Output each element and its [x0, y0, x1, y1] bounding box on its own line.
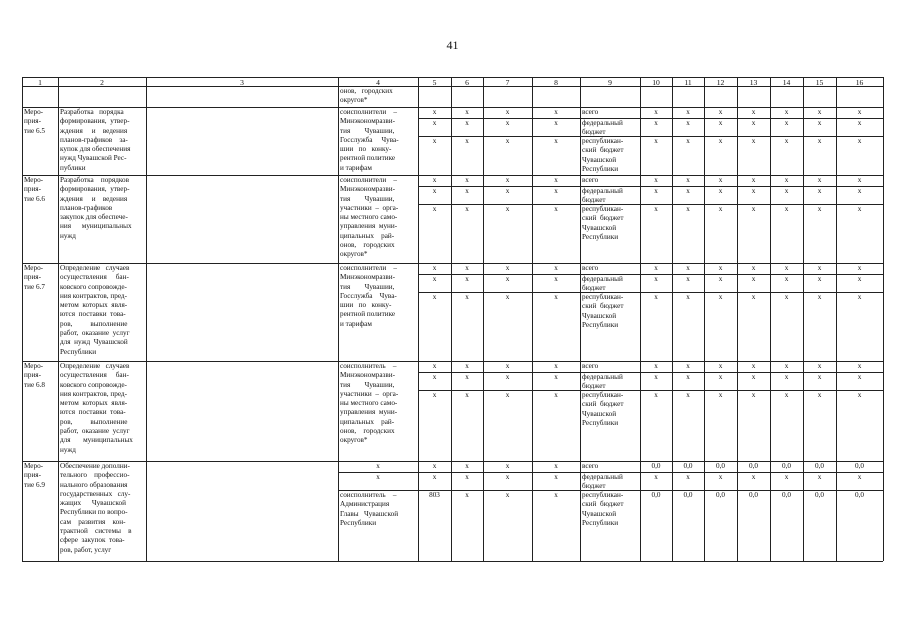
year-value-10: x: [654, 391, 658, 399]
column-header-3: 3: [240, 78, 244, 86]
year-value-11: x: [686, 205, 690, 213]
year-value-15: 0,0: [815, 462, 824, 470]
col5-value: x: [432, 119, 437, 127]
year-value-12: x: [718, 473, 723, 481]
col7-value: x: [505, 373, 510, 381]
year-value-13: x: [751, 373, 756, 381]
col8-value: x: [554, 108, 558, 116]
continuation-text: онов, городских округов*: [340, 87, 393, 105]
year-value-15: x: [817, 275, 822, 283]
col8-value: x: [554, 373, 558, 381]
year-value-11: 0,0: [683, 491, 693, 499]
measure-name: Определение случаев осуществления бан- ковского сопровожде- ния контрактов, пред- метом которых явля- ются поставки това- ров, выполнение работ, оказание услуг для нужд Чувашской Республики: [60, 264, 130, 356]
year-value-12: x: [718, 373, 723, 381]
year-value-16: x: [857, 137, 862, 145]
funding-source: республикан- ский бюджет Чувашской Республики: [582, 491, 624, 527]
year-value-12: x: [718, 293, 723, 301]
col6-value: x: [465, 275, 469, 283]
year-value-13: x: [751, 137, 756, 145]
year-value-10: 0,0: [651, 462, 661, 470]
year-value-14: x: [784, 293, 789, 301]
col5-value: x: [432, 391, 437, 399]
funding-source: федеральный бюджет: [582, 119, 623, 136]
measure-code: Меро- прия- тие 6.8: [24, 362, 45, 389]
col6-value: x: [465, 391, 469, 399]
col5-value: x: [432, 293, 437, 301]
column-header-4: 4: [376, 78, 380, 86]
year-value-13: x: [751, 187, 756, 195]
year-value-12: x: [718, 137, 723, 145]
col5-value: x: [432, 373, 437, 381]
measure-code: Меро- прия- тие 6.5: [24, 108, 45, 135]
year-value-16: x: [857, 373, 862, 381]
year-value-12: x: [718, 187, 723, 195]
col6-value: x: [465, 362, 469, 370]
year-value-15: 0,0: [815, 491, 824, 499]
measure-code: Меро- прия- тие 6.9: [24, 462, 45, 489]
col7-value: x: [505, 491, 510, 499]
funding-source: всего: [582, 264, 599, 272]
year-value-15: x: [817, 473, 822, 481]
year-value-14: 0,0: [782, 491, 791, 499]
col6-value: x: [465, 137, 469, 145]
col5-value: x: [432, 205, 437, 213]
funding-source: всего: [582, 462, 599, 470]
col4-mark: x: [376, 462, 380, 470]
year-value-11: x: [686, 108, 690, 116]
col7-value: x: [505, 264, 510, 272]
year-value-16: x: [857, 293, 862, 301]
col6-value: x: [465, 119, 469, 127]
year-value-16: x: [857, 391, 862, 399]
year-value-16: x: [857, 264, 862, 272]
year-value-16: x: [857, 176, 862, 184]
col7-value: x: [505, 293, 510, 301]
year-value-14: x: [784, 119, 789, 127]
year-value-13: x: [751, 391, 756, 399]
year-value-14: 0,0: [782, 462, 791, 470]
table-rule: [22, 561, 883, 562]
col6-value: x: [465, 293, 469, 301]
year-value-11: x: [686, 119, 690, 127]
measure-name: Разработка порядка формирования, утвер- ждения и ведения планов-графиков за- купок для обеспечения нужд Чувашской Рес- публики: [60, 108, 131, 172]
col6-value: x: [465, 205, 469, 213]
year-value-10: x: [654, 373, 658, 381]
column-header-1: 1: [38, 78, 42, 86]
col7-value: x: [505, 205, 510, 213]
col8-value: x: [554, 119, 558, 127]
year-value-11: x: [686, 362, 690, 370]
year-value-12: x: [718, 275, 723, 283]
col6-value: x: [465, 373, 469, 381]
year-value-13: x: [751, 293, 756, 301]
year-value-11: x: [686, 176, 690, 184]
column-header-7: 7: [505, 78, 510, 86]
table-rule: [146, 77, 147, 561]
col8-value: x: [554, 391, 558, 399]
col7-value: x: [505, 119, 510, 127]
year-value-14: x: [784, 373, 789, 381]
col5-value: x: [432, 187, 437, 195]
year-value-13: x: [751, 362, 756, 370]
year-value-14: x: [784, 137, 789, 145]
responsible-executor: соисполнители – Минэкономразви- тия Чувашии, Госслужба Чува- шии по конку- рентной политике и тарифам: [340, 108, 399, 172]
year-value-12: x: [718, 264, 723, 272]
year-value-15: x: [817, 362, 822, 370]
year-value-13: 0,0: [749, 491, 758, 499]
column-header-13: 13: [749, 78, 758, 86]
col8-value: x: [554, 137, 558, 145]
year-value-10: x: [654, 473, 658, 481]
year-value-15: x: [817, 187, 822, 195]
col8-value: x: [554, 462, 558, 470]
year-value-11: x: [686, 264, 690, 272]
col8-value: x: [554, 264, 558, 272]
column-header-6: 6: [465, 78, 469, 86]
year-value-13: x: [751, 275, 756, 283]
col8-value: x: [554, 205, 558, 213]
year-value-15: x: [817, 137, 822, 145]
year-value-15: x: [817, 264, 822, 272]
year-value-16: x: [857, 119, 862, 127]
col5-value: x: [432, 275, 437, 283]
year-value-10: x: [654, 137, 658, 145]
year-value-10: x: [654, 176, 658, 184]
col7-value: x: [505, 108, 510, 116]
year-value-10: x: [654, 119, 658, 127]
year-value-15: x: [817, 108, 822, 116]
col4-mark: x: [376, 473, 380, 481]
column-header-8: 8: [554, 78, 558, 86]
year-value-15: x: [817, 119, 822, 127]
col6-value: x: [465, 264, 469, 272]
measure-code: Меро- прия- тие 6.7: [24, 264, 45, 291]
year-value-14: x: [784, 205, 789, 213]
year-value-12: x: [718, 119, 723, 127]
year-value-14: x: [784, 473, 789, 481]
year-value-13: x: [751, 108, 756, 116]
year-value-11: x: [686, 373, 690, 381]
funding-source: всего: [582, 362, 599, 370]
year-value-16: x: [857, 108, 862, 116]
year-value-16: x: [857, 275, 862, 283]
col8-value: x: [554, 293, 558, 301]
col5-value: x: [432, 362, 437, 370]
col6-value: x: [465, 462, 469, 470]
funding-source: федеральный бюджет: [582, 473, 623, 490]
page-number: 41: [446, 38, 459, 52]
year-value-13: x: [751, 264, 756, 272]
measure-name: Обеспечение дополни- тельного профессио- нального образования государственных слу- жащих Чувашской Республики по вопро- сам развития кон- трактной системы в сфере закупок това- ров, работ, услуг: [60, 462, 132, 554]
year-value-14: x: [784, 275, 789, 283]
year-value-11: x: [686, 473, 690, 481]
funding-source: республикан- ский бюджет Чувашской Республики: [582, 391, 624, 427]
col6-value: x: [465, 491, 469, 499]
year-value-15: x: [817, 373, 822, 381]
year-value-10: x: [654, 362, 658, 370]
col8-value: x: [554, 362, 558, 370]
year-value-10: 0,0: [651, 491, 661, 499]
year-value-12: x: [718, 176, 723, 184]
col7-value: x: [505, 176, 510, 184]
measure-code: Меро- прия- тие 6.6: [24, 176, 45, 203]
column-header-12: 12: [716, 78, 725, 86]
col6-value: x: [465, 108, 469, 116]
year-value-14: x: [784, 362, 789, 370]
column-header-11: 11: [684, 78, 692, 86]
col8-value: x: [554, 176, 558, 184]
year-value-16: x: [857, 205, 862, 213]
responsible-executor: соисполнители – Минэкономразви- тия Чувашии, Госслужба Чува- шии по конку- рентной политике и тарифам: [340, 264, 397, 328]
responsible-executor: соисполнители – Минэкономразви- тия Чувашии, участники – орга- ны местного само- управления муни- ципальных рай- онов, городских округов*: [340, 176, 399, 259]
column-header-16: 16: [855, 78, 864, 86]
year-value-13: x: [751, 119, 756, 127]
col8-value: x: [554, 473, 558, 481]
col7-value: x: [505, 275, 510, 283]
col8-value: x: [554, 275, 558, 283]
year-value-16: x: [857, 362, 862, 370]
col7-value: x: [505, 473, 510, 481]
funding-source: республикан- ский бюджет Чувашской Республики: [582, 137, 624, 173]
funding-source: всего: [582, 108, 599, 116]
col8-value: x: [554, 187, 558, 195]
col5-value: x: [432, 264, 437, 272]
funding-source: федеральный бюджет: [582, 373, 623, 390]
responsible-executor: соисполнитель – Администрация Главы Чувашской Республики: [340, 491, 399, 527]
measure-name: Разработка порядков формирования, утвер- ждения и ведения планов-графиков закупок для обеспече- ния муниципальных нужд: [60, 176, 132, 240]
col7-value: x: [505, 462, 510, 470]
year-value-14: x: [784, 176, 789, 184]
col5-value: x: [432, 137, 437, 145]
year-value-13: x: [751, 473, 756, 481]
year-value-11: x: [686, 187, 690, 195]
column-header-9: 9: [608, 78, 612, 86]
year-value-11: x: [686, 275, 690, 283]
year-value-10: x: [654, 264, 658, 272]
year-value-12: x: [718, 205, 723, 213]
column-header-15: 15: [815, 78, 824, 86]
column-header-2: 2: [100, 78, 104, 86]
year-value-15: x: [817, 176, 822, 184]
table-rule: [883, 77, 884, 561]
col6-value: x: [465, 473, 469, 481]
year-value-12: x: [718, 391, 723, 399]
year-value-14: x: [784, 264, 789, 272]
funding-source: республикан- ский бюджет Чувашской Республики: [582, 293, 624, 329]
year-value-14: x: [784, 391, 789, 399]
table-rule: [22, 86, 883, 87]
year-value-16: 0,0: [855, 491, 864, 499]
year-value-12: 0,0: [716, 491, 725, 499]
col5-value: x: [432, 462, 437, 470]
year-value-16: x: [857, 473, 862, 481]
col5-value: x: [432, 473, 437, 481]
year-value-14: x: [784, 187, 789, 195]
year-value-10: x: [654, 108, 658, 116]
funding-source: федеральный бюджет: [582, 275, 623, 292]
col6-value: x: [465, 187, 469, 195]
column-header-5: 5: [432, 78, 437, 86]
year-value-12: x: [718, 362, 723, 370]
year-value-15: x: [817, 293, 822, 301]
year-value-14: x: [784, 108, 789, 116]
column-header-14: 14: [782, 78, 791, 86]
year-value-13: x: [751, 176, 756, 184]
col7-value: x: [505, 137, 510, 145]
col6-value: x: [465, 176, 469, 184]
year-value-10: x: [654, 205, 658, 213]
year-value-15: x: [817, 391, 822, 399]
year-value-10: x: [654, 293, 658, 301]
col7-value: x: [505, 391, 510, 399]
year-value-11: 0,0: [683, 462, 693, 470]
year-value-16: 0,0: [855, 462, 864, 470]
year-value-12: 0,0: [716, 462, 725, 470]
measure-name: Определение случаев осуществления бан- ковского сопровожде- ния контрактов, пред- метом которых явля- ются поставки това- ров, выполнение работ, оказание услуг для муниципальных нужд: [60, 362, 133, 454]
year-value-15: x: [817, 205, 822, 213]
year-value-11: x: [686, 293, 690, 301]
col5-value: 803: [429, 491, 440, 499]
col5-value: x: [432, 176, 437, 184]
year-value-13: 0,0: [749, 462, 758, 470]
funding-source: всего: [582, 176, 599, 184]
funding-source: республикан- ский бюджет Чувашской Республики: [582, 205, 624, 241]
col8-value: x: [554, 491, 558, 499]
year-value-16: x: [857, 187, 862, 195]
year-value-11: x: [686, 391, 690, 399]
col7-value: x: [505, 362, 510, 370]
funding-source: федеральный бюджет: [582, 187, 623, 204]
col7-value: x: [505, 187, 510, 195]
year-value-10: x: [654, 275, 658, 283]
column-header-10: 10: [652, 78, 660, 86]
col5-value: x: [432, 108, 437, 116]
year-value-13: x: [751, 205, 756, 213]
year-value-11: x: [686, 137, 690, 145]
responsible-executor: соисполнитель – Минэкономразви- тия Чувашии, участники – орга- ны местного само- управления муни- ципальных рай- онов, городских округов*: [340, 362, 399, 445]
year-value-12: x: [718, 108, 723, 116]
year-value-10: x: [654, 187, 658, 195]
